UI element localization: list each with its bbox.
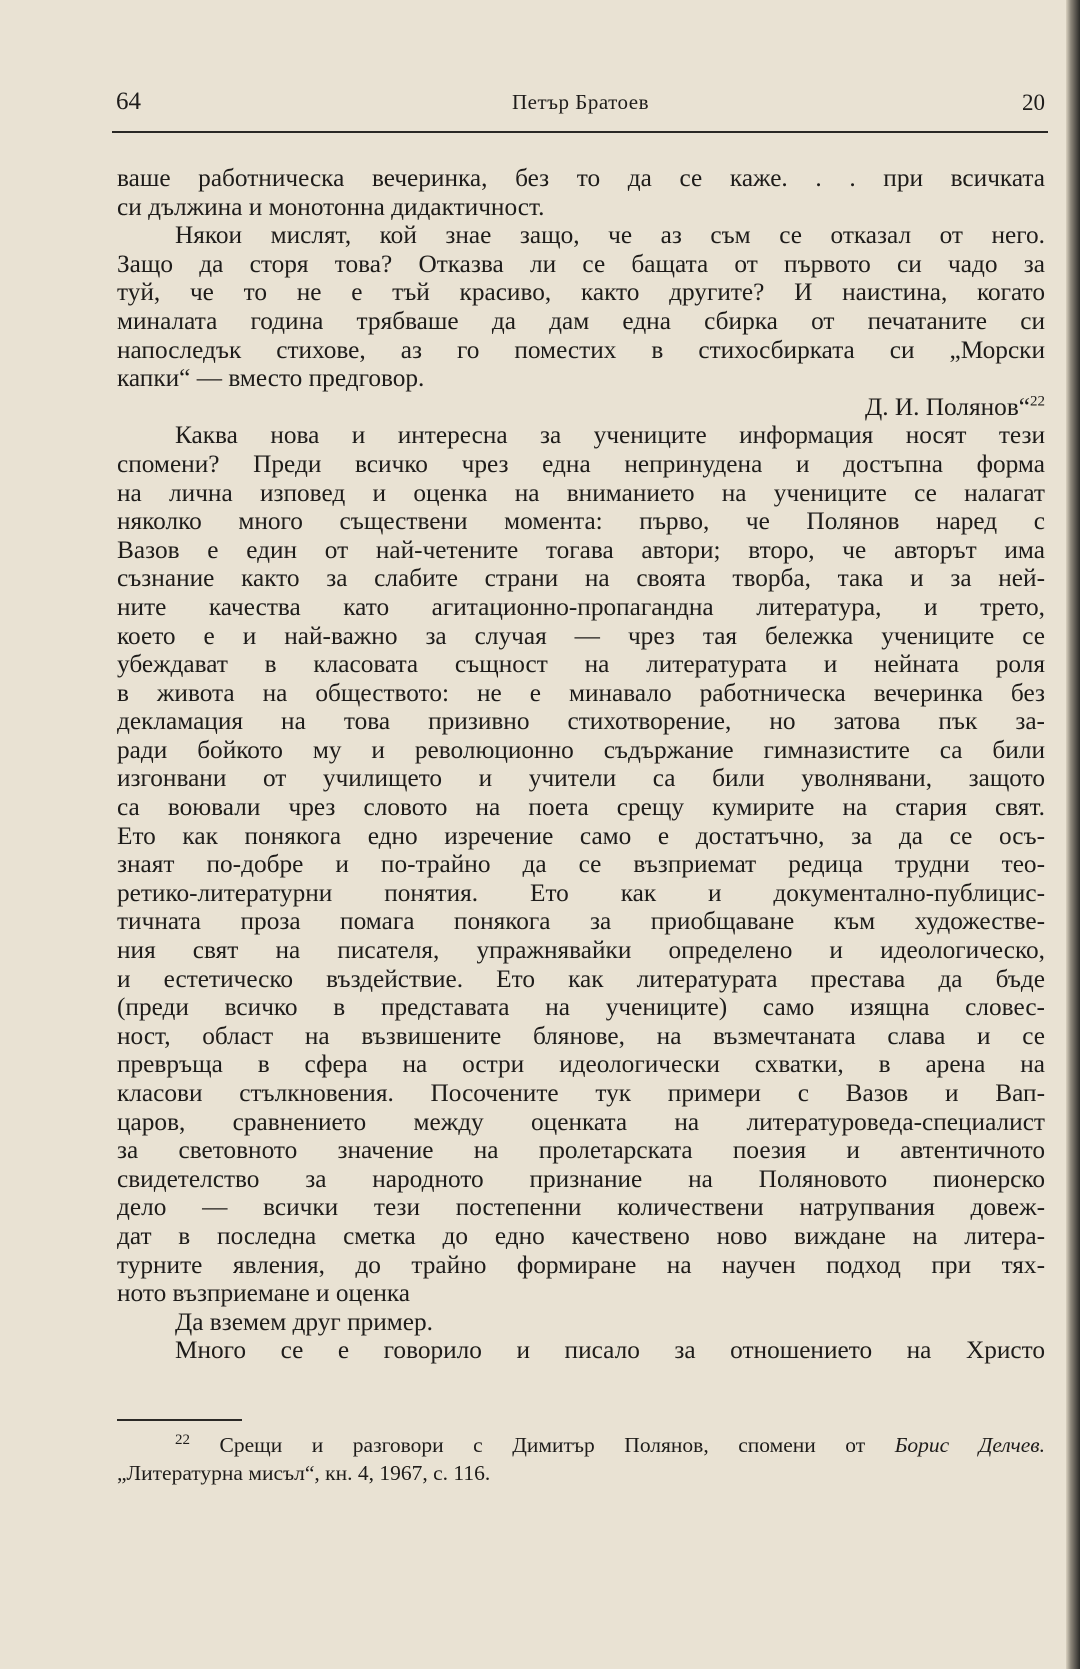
page-header bbox=[116, 88, 1045, 128]
text-line: ради бойкото му и революционно съдържание гимназистите са били bbox=[117, 735, 1045, 764]
text-line: в живота на обществото: не е минавало работническа вечеринка без bbox=[117, 678, 1045, 707]
text-line: дат в последна сметка до едно качествено ново виждане на литера- bbox=[117, 1221, 1045, 1250]
text-line: Да вземем друг пример. bbox=[175, 1307, 434, 1336]
footnote-author: Борис Делчев. bbox=[894, 1433, 1045, 1457]
text-line: напоследък стихове, аз го поместих в стихосбирката си „Морски bbox=[117, 335, 1045, 364]
footnote-line: „Литературна мисъл“, кн. 4, 1967, с. 116. bbox=[117, 1461, 491, 1485]
page-number-right: 20 bbox=[1022, 90, 1045, 115]
body-text bbox=[117, 164, 1045, 1365]
text-line: ните качества като агитационно-пропагандна литература, и трето, bbox=[117, 592, 1045, 621]
text-line: тичната проза помага понякога за приобщаване към художестве- bbox=[117, 907, 1045, 936]
text-line: Ето как понякога едно изречение само е достатъчно, за да се осъ- bbox=[117, 821, 1045, 850]
footnote-number: 22 bbox=[175, 1431, 190, 1448]
text-line: са воювали чрез словото на поета срещу кумирите на стария свят. bbox=[117, 793, 1045, 822]
footnote-text: Срещи и разговори с Димитър Полянов, спомени от bbox=[219, 1433, 895, 1457]
text-line: турните явления, до трайно формиране на научен подход при тях- bbox=[117, 1250, 1045, 1279]
footnote-line bbox=[117, 1431, 1045, 1459]
text-line: свидетелство за народното признание на Поляновото пионерско bbox=[117, 1164, 1045, 1193]
text-line: спомени? Преди всичко чрез една непринудена и достъпна форма bbox=[117, 449, 1045, 478]
text-line: превръща в сфера на остри идеологически схватки, в арена на bbox=[117, 1050, 1045, 1079]
text-line: Много се е говорило и писало за отношението на Христо bbox=[175, 1336, 1045, 1365]
text-line: съзнание както за слабите страни на своята творба, така и за ней- bbox=[117, 564, 1045, 593]
text-line: което е и най-важно за случая — чрез тая бележка учениците се bbox=[117, 621, 1045, 650]
text-line: царов, сравнението между оценката на литературоведа-специалист bbox=[117, 1107, 1045, 1136]
text-line: капки“ — вместо предговор. bbox=[117, 364, 425, 393]
signature-line bbox=[117, 393, 1045, 422]
text-line: си дължина и монотонна дидактичност. bbox=[117, 192, 545, 221]
text-line: за световното значение на пролетарската поезия и автентичното bbox=[117, 1136, 1045, 1165]
text-line: ваше работническа вечеринка, без то да се каже. . . при всичката bbox=[117, 164, 1045, 192]
running-title: Петър Братоев bbox=[511, 90, 649, 114]
text-line: ния свят на писателя, упражнявайки определено и идеологическо, bbox=[117, 936, 1045, 965]
header-rule bbox=[112, 131, 1048, 133]
signature: Д. И. Полянов“ bbox=[864, 392, 1030, 421]
text-line: ретико-литературни понятия. Ето как и документално-публицис- bbox=[117, 878, 1045, 907]
text-line: ност, област на възвишените блянове, на възмечтаната слава и се bbox=[117, 1021, 1045, 1050]
text-line: няколко много съществени момента: първо, че Полянов наред с bbox=[117, 507, 1045, 536]
footnote-rule bbox=[117, 1419, 242, 1421]
text-line: Някои мислят, кой знае защо, че аз съм се отказал от него. bbox=[175, 221, 1045, 250]
footnotes bbox=[117, 1431, 1045, 1487]
text-line: ното възприемане и оценка bbox=[117, 1279, 410, 1308]
text-line: миналата година трябваше да дам една сбирка от печатаните си bbox=[117, 306, 1045, 335]
footnote-ref: 22 bbox=[1030, 393, 1045, 410]
text-line: знаят по-добре и по-трайно да се възприемат редица трудни тео- bbox=[117, 850, 1045, 879]
text-line: декламация на това призивно стихотворение, но затова пък за- bbox=[117, 707, 1045, 736]
text-line: класови стълкновения. Посочените тук примери с Вазов и Вап- bbox=[117, 1079, 1045, 1107]
text-line: убеждават в класовата същност на литературата и нейната роля bbox=[117, 650, 1045, 679]
text-line: изгонвани от училището и учители са били уволнявани, защото bbox=[117, 764, 1045, 793]
text-line: Вазов е един от най-четените тогава автори; второ, че авторът има bbox=[117, 535, 1045, 564]
text-line: туй, че то не е тъй красиво, както другите? И наистина, когато bbox=[117, 278, 1045, 307]
text-line: дело — всички тези постепенни количествени натрупвания довеж- bbox=[117, 1193, 1045, 1222]
text-line: на лична изповед и оценка на вниманието на учениците се налагат bbox=[117, 478, 1045, 507]
page-edge bbox=[1066, 0, 1080, 1669]
text-line: Защо да сторя това? Отказва ли се бащата от първото си чадо за bbox=[117, 249, 1045, 278]
text-line: (преди всичко в представата на учениците) само изящна словес- bbox=[117, 993, 1045, 1022]
text-line: и естетическо въздействие. Ето как литературата престава да бъде bbox=[117, 964, 1045, 993]
text-line: Каква нова и интересна за учениците информация носят тези bbox=[175, 421, 1045, 450]
page-number-left: 64 bbox=[116, 88, 141, 115]
